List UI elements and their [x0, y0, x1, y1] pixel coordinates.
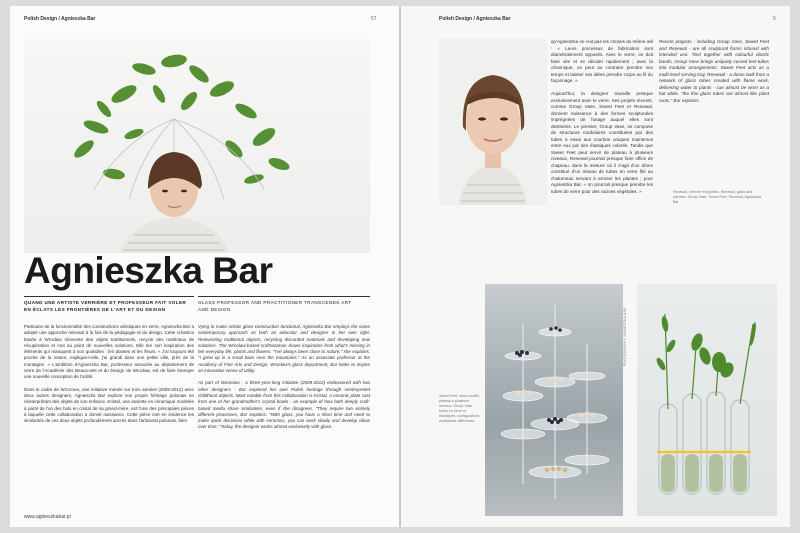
deck-french: QUAND UNE ARTISTE VERRIÈRE ET PROFESSEUR FAIT VOLER EN ÉCLATS LES FRONTIÈRES DE L'ART ET DU DESIGN: [24, 300, 187, 312]
photo-credit-vertical: PHOTOGRAPHY: AGNIESZKA BAR: [623, 307, 627, 366]
running-head: Polish Design / Agnieszka Bar: [439, 16, 511, 22]
body-column-french-continued: qu'Agnieszka ne voit pas les choses du même œil : « Leurs processus de fabrication sont diamétralement opposés. Avec le verre, on doit faire vite et se décider rapidement ; avec la céramique, on peut au contraire prendre son temps et laisser ses idées prendre corps au fil du façonnage. » Aujourd'hui, la designer travaille presque exclusivement avec le verre. Ses projets récents, comme Group Vase, Sweet Feet et Renewal, donnent naissance à des formes sculpturales imprégnées de l'usage auquel elles sont destinées. Le premier, Group Vase, se compose de structures modulaires constituées par des tubes à essai aux courbes uniques maintenus entre eux par des élastiques colorés. Tandis que Sweet Feet peut servir de plateau à plusieurs niveaux, Renewal pourrait presque faire office de chapeau, dans la mesure où il s'agit d'un dôme constitué d'un réseau de tubes en verre filé au chalumeau servant à arroser les plantes ; pour Agnieszka Bar, « on pourrait presque prendre les tubes de verre pour des racines végétales. »: [551, 39, 653, 194]
body-column-english: [198, 324, 370, 437]
deck-rule-en: [198, 296, 370, 297]
left-page: [10, 6, 399, 527]
caption-bottom: Sweet Feet, verre soufflé, plateau à plusieurs niveaux. Group Vase, tubes en verre et élastiques, configurations modulaires différentes: [439, 394, 480, 423]
page-number: 57: [371, 16, 377, 22]
right-page: [401, 6, 790, 527]
website-footer: www.agnieszkabar.pl: [24, 514, 71, 520]
paragraph: As part of Wzorowo - a three-year-long initiative (2009-2012) endeavored with two other designers - Bar explored her own Polish heritage through reinterpreted childhood objects. Most notable from this collaboration is Kristal, a ceramic plate cast from one of her grandmother's crystal bowls - an example of how both deeply craft-based media share similarities, even if she disagrees. "They require two entirely different processes, Bar explains. "With glass, you have a short time and need to make quick decisions while with ceramics, you can work slowly and develop ideas over time." Today, the designer works almost exclusively with glass.: [198, 380, 370, 430]
portrait-photo-closeup: [439, 39, 547, 205]
paragraph: Partisane de la fonctionnalité des constructions artistiques en verre, Agnieszka Bar a adopté une approche relevant à la fois de la pédagogie et du design. Cette créatrice basée à Wrocław réinvente des objets traditionnels, recycle des matériaux de récupération et met au point de nouvelles solutions. Elle tire son inspiration des éléments qui manquent à son quotidien : les plantes et les fleurs. « J'ai toujours été proche de la nature, explique-t-elle, j'ai grandi dans une petite ville, près de la montagne. » L'ambition d'Agnieszka Bar, professeur associée au département de verre de l'Académie des Beaux-arts et du Design de Wrocław, est de faire émerger une nouvelle conception de l'utilité.: [24, 324, 194, 380]
caption-top: Renewal, verrerie et pipettes, Renewal, glass and pipettes. Group Vase, Sweet Feet, Renewal, Agnieszka Bar: [673, 190, 762, 204]
paragraph: Vying to make artistic glass construction functional, Agnieszka Bar employs the same contemporary approach as both an educator and designer in her own right. Reinventing traditional objects, recycling discarded materials and developing new solutions. The Wrocław-based craftswoman draws inspiration from what's missing in her everyday life, plants and flowers. "I've always been close to nature," she explains. "I grew up in a small town near the mountains." As an associate professor at the Academy of Fine Arts and Design, Wrocław's glass department, Bar looks to inspire an innovative sense of utility.: [198, 324, 370, 374]
body-column-english-continued: Recent projects - including Group Vase, Sweet Feet and Renewal - are all sculptural forms infused with intended use. Tied together with colourful elastic bands, Group Vase brings uniquely curved test-tubes into modular arrangements. Sweet Feet acts as a multi-level serving tray, Renewal - a dome built from a network of glass tubes created with flame work, delivering water to plants - can almost be worn as a hat while, "the thin glass tubes are almost like plant roots," Bar explains.: [659, 39, 769, 103]
sweet-feet-photo: [485, 284, 623, 516]
article-title: Agnieszka Bar: [24, 250, 273, 291]
deck-english: GLASS PROFESSOR AND PRACTITIONER TRANSCENDS ART AND DESIGN: [198, 300, 352, 312]
group-vase-photo: [637, 284, 777, 516]
page-number: 5: [773, 16, 776, 22]
portrait-photo-plant-headdress: [24, 39, 370, 253]
running-head: Polish Design / Agnieszka Bar: [24, 16, 96, 22]
paragraph: Dans le cadre de Wzorowo, une initiative menée sur trois années (2009-2012) avec deux autres designers, Agnieszka Bar explore son propre héritage polonais en réinterprétant des objets de son enfance. Kristal, une assiette en céramique modelée à partir de l'un des bols en cristal de sa grand-mère, est l'une des principales pièces à laquelle cette collaboration a donné naissance. Cette pièce met en évidence les similarités de ces deux objets profondément ancrés dans l'artisanat polonais, bien: [24, 386, 194, 424]
deck-rule-fr: [24, 296, 194, 297]
body-column-french: [24, 324, 194, 430]
